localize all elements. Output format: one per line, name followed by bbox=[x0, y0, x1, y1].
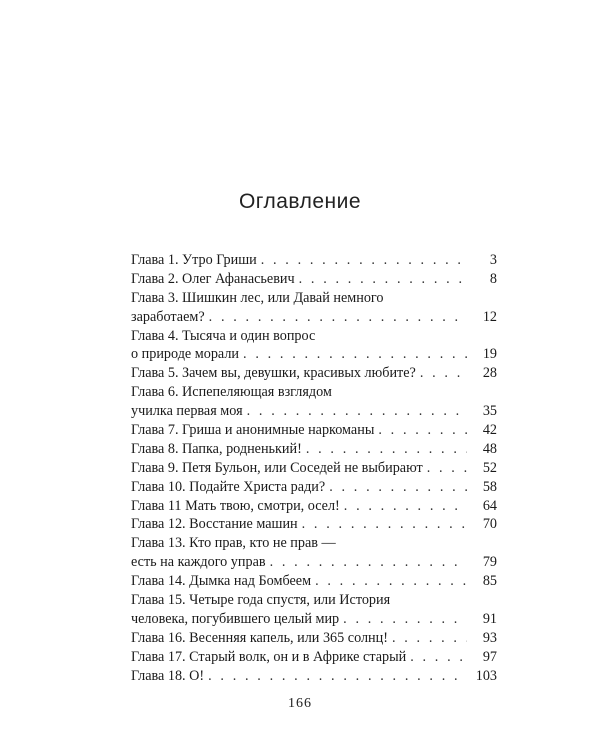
toc-entry bbox=[131, 364, 497, 383]
toc-entry-page: 12 bbox=[482, 308, 497, 325]
toc-entry-title: есть на каждого управ bbox=[131, 554, 266, 571]
dot-leader bbox=[410, 648, 467, 667]
toc-entry bbox=[131, 478, 497, 497]
toc-entry-title: Глава 10. Подайте Христа ради? bbox=[131, 478, 326, 495]
toc-entry-title: училка первая моя bbox=[131, 403, 243, 420]
toc-entry-page: 8 bbox=[489, 270, 497, 287]
toc-entry-page: 42 bbox=[482, 422, 497, 439]
toc-entry bbox=[131, 345, 497, 364]
toc-entry-title: Глава 2. Олег Афанасьевич bbox=[131, 270, 295, 287]
toc-entry-title: Глава 15. Четыре года спустя, или История bbox=[131, 592, 391, 609]
toc-entry-page: 58 bbox=[482, 478, 497, 495]
toc-entry-page: 79 bbox=[482, 554, 497, 571]
toc-entry-title: Глава 14. Дымка над Бомбеем bbox=[131, 573, 312, 590]
dot-leader bbox=[329, 478, 467, 497]
dot-leader bbox=[243, 345, 467, 364]
toc-entry bbox=[131, 515, 497, 534]
toc-entry-page: 91 bbox=[482, 610, 497, 627]
toc-entry bbox=[131, 553, 497, 572]
dot-leader bbox=[315, 572, 467, 591]
toc-entry bbox=[131, 610, 497, 629]
toc-entry-title: Глава 1. Утро Гриши bbox=[131, 252, 257, 268]
toc-entry bbox=[131, 459, 497, 478]
page-title: Оглавление bbox=[238, 190, 362, 213]
toc-entry bbox=[131, 327, 497, 346]
toc-entry-page: 70 bbox=[482, 516, 497, 533]
toc-entry bbox=[131, 591, 497, 610]
toc-entry-title: Глава 3. Шишкин лес, или Давай немного bbox=[131, 289, 384, 306]
toc-entry bbox=[131, 572, 497, 591]
toc-entry-page: 85 bbox=[482, 573, 497, 590]
toc-entry-page: 35 bbox=[482, 403, 497, 420]
dot-leader bbox=[302, 515, 467, 534]
toc-entry bbox=[131, 667, 497, 686]
dot-leader bbox=[270, 553, 467, 572]
toc-entry-title: Глава 5. Зачем вы, девушки, красивых любите? bbox=[131, 365, 416, 382]
toc-entry bbox=[131, 629, 497, 648]
toc-entry-title: Глава 8. Папка, родненький! bbox=[131, 440, 302, 457]
toc-entry-title: о природе морали bbox=[131, 346, 240, 363]
dot-leader bbox=[299, 270, 467, 289]
dot-leader bbox=[261, 251, 467, 270]
toc-entry-title: человека, погубившего целый мир bbox=[131, 610, 340, 627]
toc-entry-page: 3 bbox=[489, 252, 497, 268]
toc-entry-page: 19 bbox=[482, 346, 497, 363]
toc-entry bbox=[131, 289, 497, 308]
dot-leader bbox=[208, 667, 467, 686]
toc-entry bbox=[131, 534, 497, 553]
toc-entry bbox=[131, 308, 497, 327]
table-of-contents bbox=[131, 251, 497, 685]
toc-entry bbox=[131, 648, 497, 667]
dot-leader bbox=[209, 308, 467, 327]
dot-leader bbox=[378, 421, 467, 440]
dot-leader bbox=[306, 440, 467, 459]
toc-entry bbox=[131, 383, 497, 402]
toc-entry bbox=[131, 251, 497, 270]
toc-entry-page: 93 bbox=[482, 629, 497, 646]
toc-entry-page: 103 bbox=[475, 667, 497, 684]
toc-entry-page: 64 bbox=[482, 497, 497, 514]
toc-entry-title: Глава 7. Гриша и анонимные наркоманы bbox=[131, 422, 375, 439]
toc-entry-title: Глава 13. Кто прав, кто не прав — bbox=[131, 535, 336, 552]
toc-entry bbox=[131, 440, 497, 459]
dot-leader bbox=[247, 402, 467, 421]
dot-leader bbox=[343, 610, 467, 629]
toc-entry-title: Глава 12. Восстание машин bbox=[131, 516, 298, 533]
toc-entry-title: Глава 4. Тысяча и один вопрос bbox=[131, 327, 316, 344]
toc-entry-page: 48 bbox=[482, 440, 497, 457]
toc-entry-title: Глава 11 Мать твою, смотри, осел! bbox=[131, 497, 340, 514]
toc-entry bbox=[131, 402, 497, 421]
toc-entry bbox=[131, 497, 497, 516]
toc-entry-title: Глава 6. Испепеляющая взглядом bbox=[131, 384, 332, 401]
toc-entry-title: Глава 16. Весенняя капель, или 365 солнц! bbox=[131, 629, 388, 646]
toc-entry-title: Глава 17. Старый волк, он и в Африке старый bbox=[131, 648, 407, 665]
toc-entry-title: Глава 9. Петя Бульон, или Соседей не выбирают bbox=[131, 459, 423, 476]
dot-leader bbox=[392, 629, 467, 648]
toc-entry-page: 28 bbox=[482, 365, 497, 382]
toc-entry bbox=[131, 421, 497, 440]
toc-entry bbox=[131, 270, 497, 289]
dot-leader bbox=[344, 497, 467, 516]
dot-leader bbox=[427, 459, 467, 478]
page-number: 166 bbox=[288, 696, 312, 711]
toc-entry-page: 52 bbox=[482, 459, 497, 476]
toc-entry-title: Глава 18. О! bbox=[131, 667, 205, 684]
dot-leader bbox=[420, 364, 467, 383]
toc-entry-page: 97 bbox=[482, 648, 497, 665]
toc-entry-title: заработаем? bbox=[131, 308, 205, 325]
